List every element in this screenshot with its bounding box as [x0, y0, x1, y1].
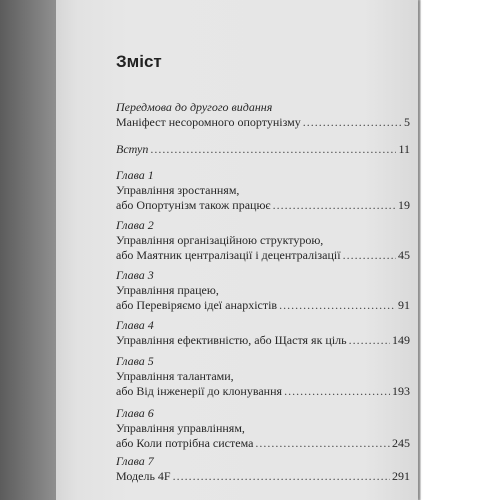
toc-entry-label: Глава 6: [116, 406, 154, 420]
toc-entry-chapter-7: [116, 454, 410, 484]
toc-page-number: 11: [398, 142, 410, 156]
dot-leader: [173, 469, 390, 484]
toc-entry-leader-line: [116, 436, 410, 451]
toc-entry-title-line: Управління талантами,: [116, 369, 234, 383]
toc-entry-chapter-4: [116, 318, 410, 348]
toc-entry-label: Глава 1: [116, 168, 154, 182]
book-page: [56, 0, 418, 500]
toc-entry-title-line: Управління працею,: [116, 283, 219, 297]
toc-entry-label: Глава 4: [116, 318, 154, 332]
toc-entry-leader-line: [116, 469, 410, 484]
toc-entry-leader-line: [116, 115, 410, 130]
toc-entry-preface: [116, 100, 410, 130]
toc-entry-chapter-1: [116, 168, 410, 213]
toc-entry-chapter-6: [116, 406, 410, 451]
dot-leader: [349, 333, 390, 348]
toc-entry-title: Управління ефективністю, або Щастя як ціль: [116, 333, 347, 347]
toc-entry-label: Передмова до другого видання: [116, 100, 273, 114]
dot-leader: [284, 384, 390, 399]
toc-entry-title: Модель 4F: [116, 469, 171, 483]
toc-page-number: 193: [392, 384, 410, 398]
toc-page-number: 91: [398, 298, 410, 312]
toc-entry-leader-line: [116, 198, 410, 213]
toc-entry-chapter-3: [116, 268, 410, 313]
toc-entry-title-line: Управління зростанням,: [116, 183, 240, 197]
toc-entry-label: Глава 2: [116, 218, 154, 232]
dot-leader: [343, 248, 396, 263]
toc-entry-label: Глава 5: [116, 354, 154, 368]
toc-entry-leader-line: [116, 384, 410, 399]
toc-entry-chapter-2: [116, 218, 410, 263]
toc-page-number: 291: [392, 469, 410, 483]
toc-entry-chapter-5: [116, 354, 410, 399]
toc-page-number: 5: [404, 115, 410, 129]
dot-leader: [303, 115, 402, 130]
toc-entry-title: або Опортунізм також працює: [116, 198, 271, 212]
toc-entry-title: або Маятник централізації і децентралізації: [116, 248, 341, 262]
toc-entry-leader-line: [116, 248, 410, 263]
toc-entry-label: Глава 7: [116, 454, 154, 468]
toc-page-number: 45: [398, 248, 410, 262]
toc-entry-title: або Коли потрібна система: [116, 436, 254, 450]
toc-entry-title-line: Управління організаційною структурою,: [116, 233, 324, 247]
dot-leader: [273, 198, 396, 213]
toc-entry-leader-line: [116, 142, 410, 157]
dot-leader: [255, 436, 390, 451]
toc-entry-title-line: Управління управлінням,: [116, 421, 245, 435]
toc-entry-title: Маніфест несоромного опортунізму: [116, 115, 301, 129]
page-title: Зміст: [116, 52, 162, 71]
toc-page-number: 245: [392, 436, 410, 450]
toc-entry-intro: [116, 142, 410, 157]
toc-entry-title: або Перевіряємо ідеї анархістів: [116, 298, 278, 312]
toc-entry-leader-line: [116, 298, 410, 313]
toc-entry-title: або Від інженерії до клонування: [116, 384, 283, 398]
toc-page-number: 149: [392, 333, 410, 347]
dot-leader: [150, 142, 396, 157]
toc-page-number: 19: [398, 198, 410, 212]
toc-entry-title: Вступ: [116, 142, 149, 156]
toc-entry-leader-line: [116, 333, 410, 348]
dot-leader: [279, 298, 396, 313]
toc-entry-label: Глава 3: [116, 268, 154, 282]
